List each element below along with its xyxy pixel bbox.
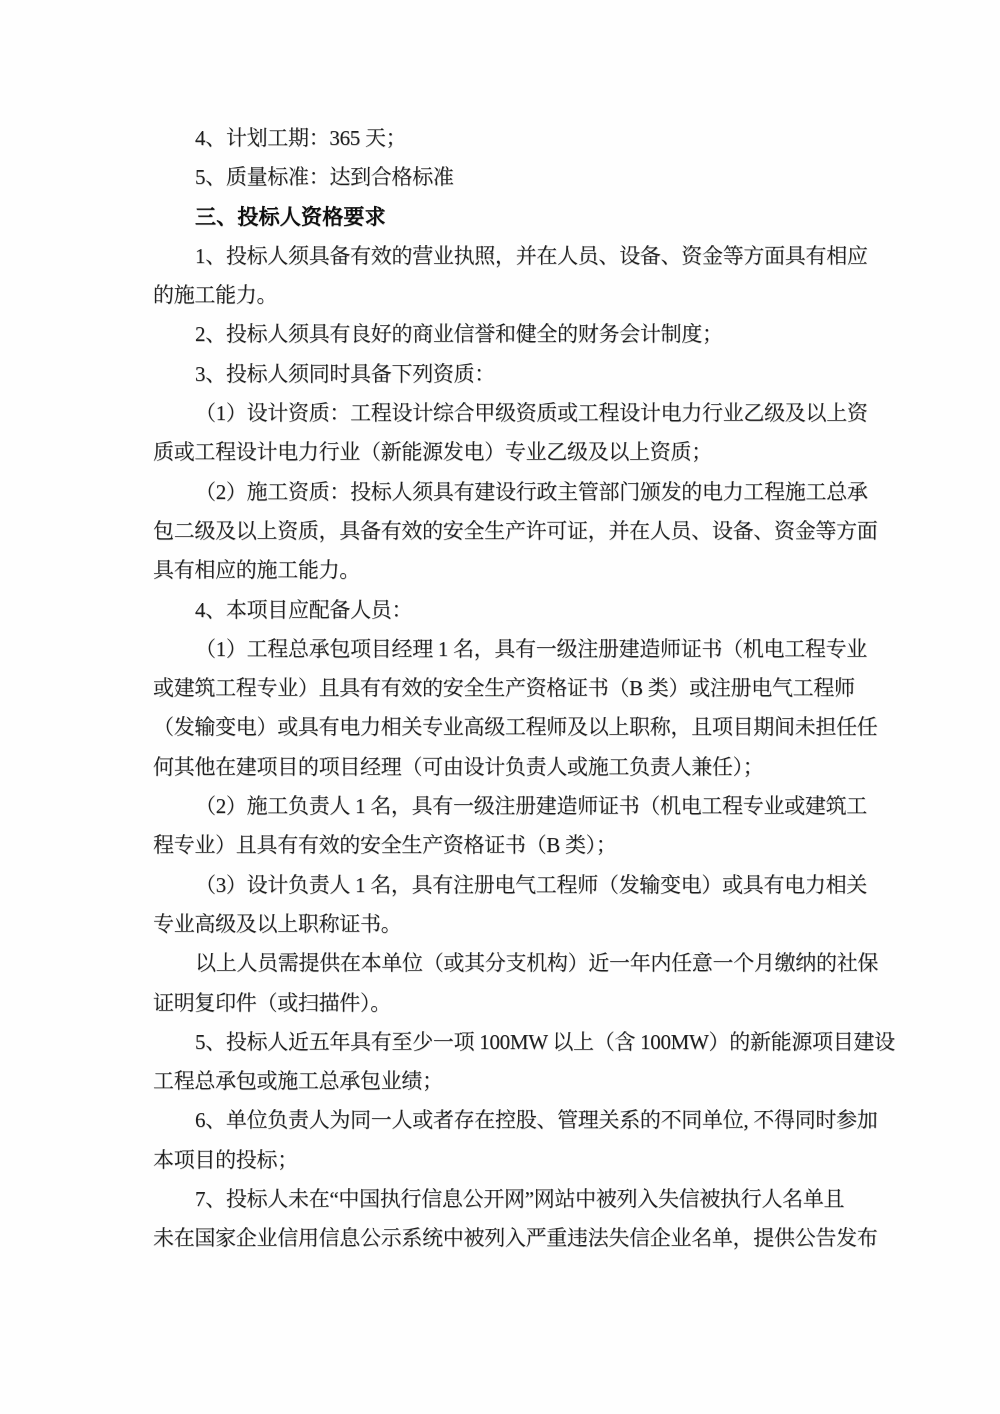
- doc-line-pm-cont1: 或建筑工程专业）且具有有效的安全生产资格证书（B 类）或注册电气工程师: [153, 676, 855, 701]
- doc-line-quality-standard: 5、质量标准：达到合格标准: [195, 165, 454, 190]
- doc-line-design-lead-cont: 专业高级及以上职称证书。: [153, 911, 402, 936]
- doc-line-item5-cont: 工程总承包或施工总承包业绩；: [153, 1069, 443, 1094]
- doc-line-constr-qual-cont2: 具有相应的施工能力。: [153, 558, 360, 583]
- doc-line-social-insurance-cont: 证明复印件（或扫描件）。: [153, 990, 391, 1015]
- doc-line-pm-cont3: 何其他在建项目的项目经理（可由设计负责人或施工负责人兼任）；: [153, 754, 764, 779]
- doc-line-item6-cont: 本项目的投标；: [153, 1147, 298, 1172]
- doc-line-item1-start: 1、投标人须具备有效的营业执照，并在人员、设备、资金等方面具有相应: [195, 243, 868, 268]
- doc-line-constr-qual-start: （2）施工资质：投标人须具有建设行政主管部门颁发的电力工程施工总承: [195, 479, 868, 504]
- doc-line-constr-lead-cont: 程专业）且具有有效的安全生产资格证书（B 类）；: [153, 833, 617, 858]
- doc-line-item4: 4、本项目应配备人员：: [195, 597, 413, 622]
- section-heading: 三、投标人资格要求: [195, 204, 386, 229]
- doc-line-pm-cont2: （发输变电）或具有电力相关专业高级工程师及以上职称，且项目期间未担任任: [153, 715, 878, 740]
- doc-line-design-qual-start: （1）设计资质：工程设计综合甲级资质或工程设计电力行业乙级及以上资: [195, 401, 868, 426]
- doc-line-item7-start: 7、投标人未在“中国执行信息公开网”网站中被列入失信被执行人名单且: [195, 1187, 845, 1212]
- doc-line-planned-duration: 4、计划工期：365 天；: [195, 126, 407, 150]
- doc-line-item5-start: 5、投标人近五年具有至少一项 100MW 以上（含 100MW）的新能源项目建设: [195, 1029, 895, 1054]
- doc-line-design-lead-start: （3）设计负责人 1 名，具有注册电气工程师（发输变电）或具有电力相关: [195, 872, 867, 897]
- doc-line-item1-cont: 的施工能力。: [153, 283, 278, 308]
- text-column: [153, 119, 895, 1259]
- doc-line-item6-start: 6、单位负责人为同一人或者存在控股、管理关系的不同单位, 不得同时参加: [195, 1108, 878, 1133]
- doc-line-item3: 3、投标人须同时具备下列资质：: [195, 361, 495, 386]
- doc-line-item7-cont: 未在国家企业信用信息公示系统中被列入严重违法失信企业名单，提供公告发布: [153, 1226, 878, 1251]
- doc-line-design-qual-cont: 质或工程设计电力行业（新能源发电）专业乙级及以上资质；: [153, 440, 712, 465]
- doc-line-social-insurance-start: 以上人员需提供在本单位（或其分支机构）近一年内任意一个月缴纳的社保: [195, 951, 879, 976]
- doc-line-constr-lead-start: （2）施工负责人 1 名，具有一级注册建造师证书（机电工程专业或建筑工: [195, 794, 867, 819]
- doc-line-constr-qual-cont1: 包二级及以上资质，具备有效的安全生产许可证，并在人员、设备、资金等方面: [153, 518, 878, 543]
- doc-line-item2: 2、投标人须具有良好的商业信誉和健全的财务会计制度；: [195, 322, 723, 347]
- doc-line-pm-start: （1）工程总承包项目经理 1 名，具有一级注册建造师证书（机电工程专业: [195, 636, 867, 661]
